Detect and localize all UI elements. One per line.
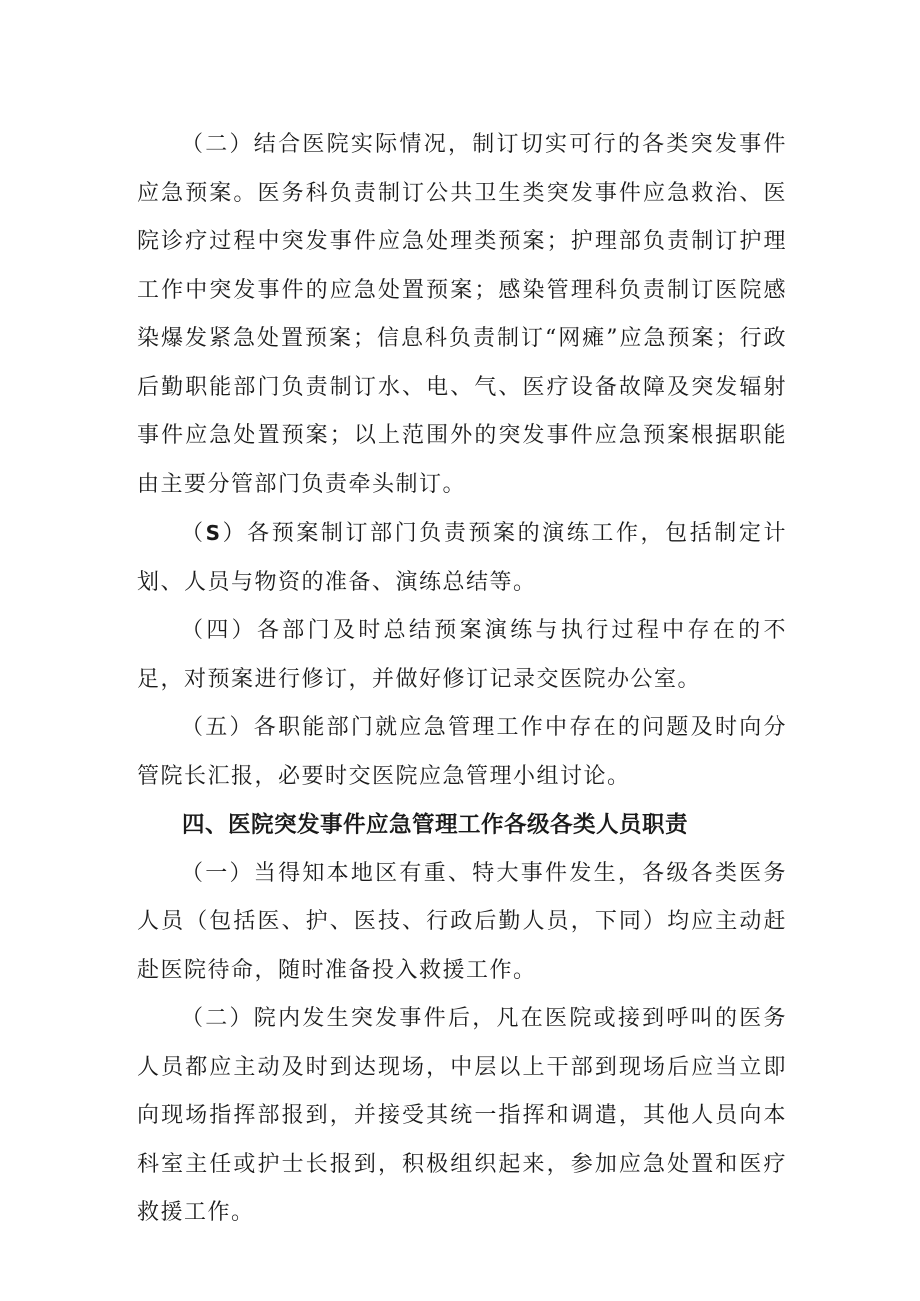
paragraph-staff-standby: （一）当得知本地区有重、特大事件发生，各级各类医务人员（包括医、护、医技、行政后勤人员，下同）均应主动赶赴医院待命，随时准备投入救援工作。 <box>137 860 787 983</box>
section-heading-staff-duties: 四、医院突发事件应急管理工作各级各类人员职责 <box>182 812 689 838</box>
paragraph-marker: S <box>205 521 222 545</box>
paragraph-plan-drills <box>137 509 787 607</box>
paragraph-plan-revision: （四）各部门及时总结预案演练与执行过程中存在的不足，对预案进行修订，并做好修订记录交医院办公室。 <box>137 618 787 692</box>
paragraph-emergency-plans: （二）结合医院实际情况，制订切实可行的各类突发事件应急预案。医务科负责制订公共卫生类突发事件应急救治、医院诊疗过程中突发事件应急处理类预案；护理部负责制订护理工作中突发事件的应急处置预案；感染管理科负责制订医院感染爆发紧急处置预案；信息科负责制订“网瘫”应急预案；行政后勤职能部门负责制订水、电、气、医疗设备故障及突发辐射事件应急处置预案；以上范围外的突发事件应急预案根据职能由主要分管部门负责牵头制订。 <box>137 132 787 497</box>
document-body <box>137 121 787 1238</box>
paragraph-prefix-open: （ <box>181 521 206 546</box>
paragraph-text: 各预案制订部门负责预案的演练工作，包括制定计划、人员与物资的准备、演练总结等。 <box>137 521 787 595</box>
paragraph-report-issues: （五）各职能部门就应急管理工作中存在的问题及时向分管院长汇报，必要时交医院应急管理小组讨论。 <box>137 715 787 789</box>
paragraph-onsite-reporting: （二）院内发生突发事件后，凡在医院或接到呼叫的医务人员都应主动及时到达现场，中层以上干部到现场后应当立即向现场指挥部报到，并接受其统一指挥和调遣，其他人员向本科室主任或护士长报到，积极组织起来，参加应急处置和医疗救援工作。 <box>137 1006 787 1225</box>
paragraph-prefix-close: ） <box>221 521 248 546</box>
